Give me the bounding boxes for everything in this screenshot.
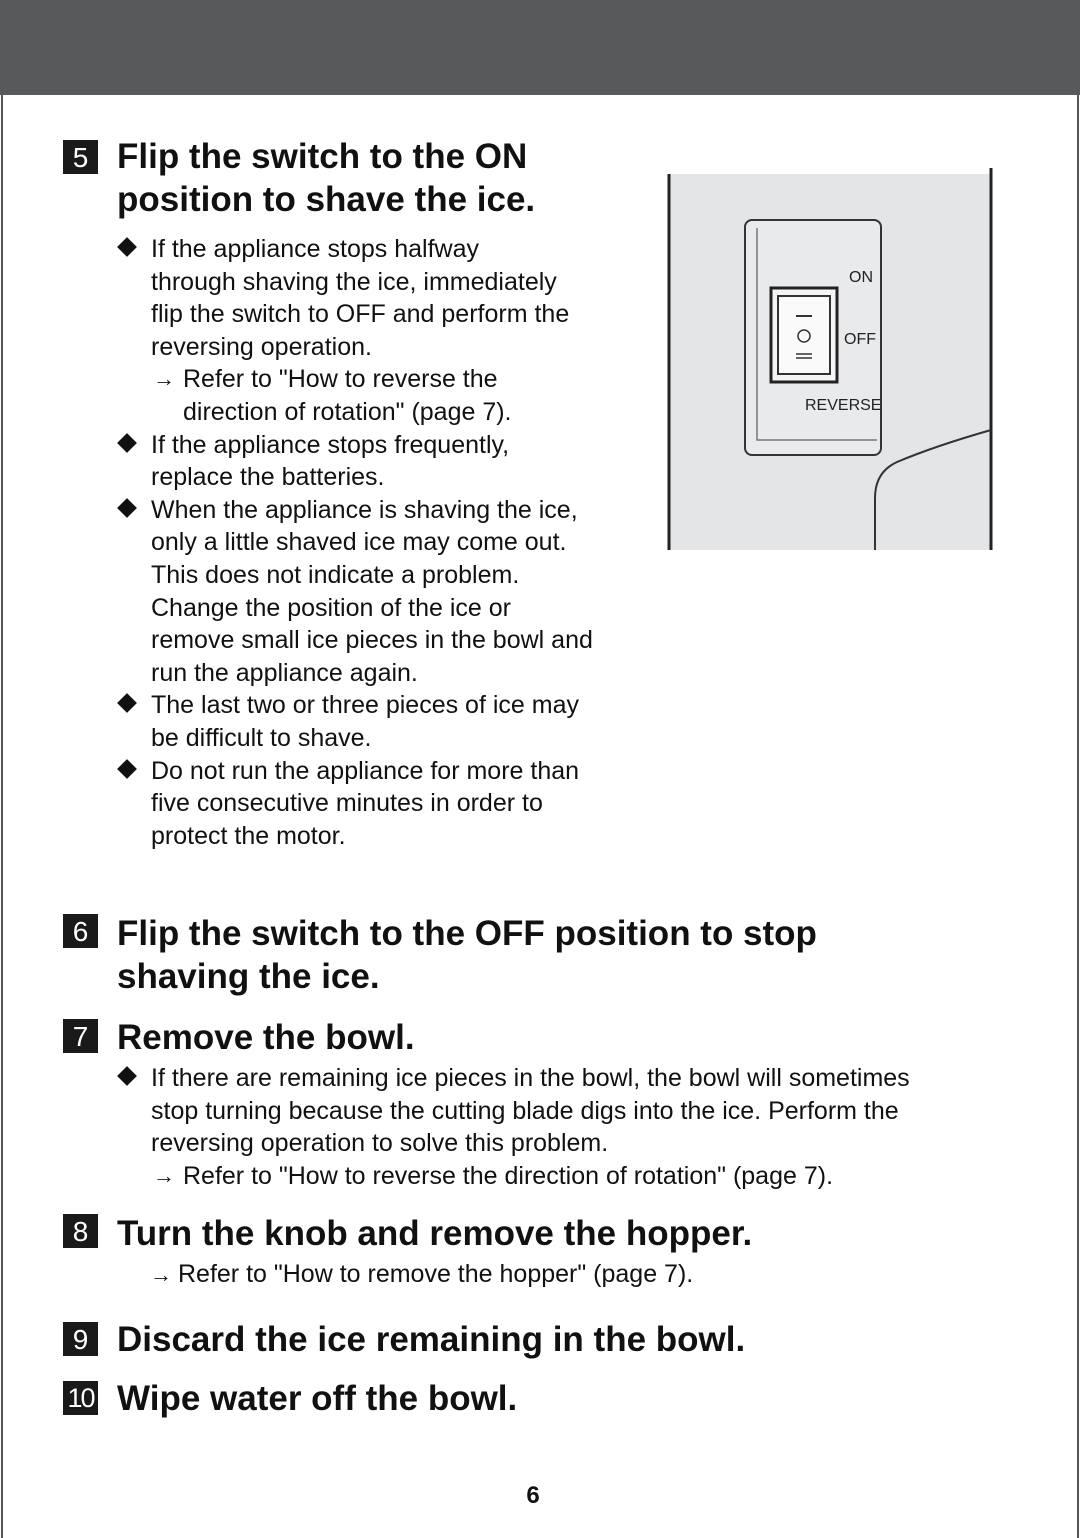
reference-item: → Refer to "How to reverse the direction of rotation" (page 7). — [117, 1160, 977, 1193]
diamond-bullet-icon — [117, 693, 137, 713]
page-border-right — [1077, 95, 1079, 1538]
label-off: OFF — [844, 331, 876, 348]
list-item: If there are remaining ice pieces in the bowl, the bowl will sometimes stop turning because the cutting blade digs into the ice. Perform the reversing operation to solve this problem. — [117, 1062, 977, 1160]
label-reverse: REVERSE — [805, 397, 882, 414]
step-5-heading: Flip the switch to the ON position to shave the ice. — [117, 137, 536, 219]
step-9-heading: Discard the ice remaining in the bowl. — [117, 1320, 746, 1359]
right-arrow-icon: → — [153, 1162, 175, 1188]
page-number: 6 — [526, 1482, 540, 1509]
diamond-bullet-icon — [117, 1066, 137, 1086]
step-7-bullets — [117, 1062, 977, 1192]
diamond-bullet-icon — [117, 759, 137, 779]
list-item: The last two or three pieces of ice may be difficult to shave. — [117, 689, 637, 754]
step-10-heading: Wipe water off the bowl. — [117, 1379, 518, 1418]
list-item: When the appliance is shaving the ice, only a little shaved ice may come out. This does not indicate a problem. Change the position of the ice or remove small ice pieces in the bowl and run the appliance again. — [117, 494, 637, 690]
step-5-bullets — [117, 233, 637, 852]
page-border-left — [1, 95, 3, 1538]
step-5-number: 5 — [63, 140, 98, 174]
reference-item: → Refer to "How to reverse the direction of rotation" (page 7). — [153, 365, 512, 426]
switch-illustration — [665, 168, 995, 553]
list-item: If the appliance stops halfway through shaving the ice, immediately flip the switch to OFF and perform the reversing operation. — [117, 233, 637, 363]
step-6-heading: Flip the switch to the OFF position to stop shaving the ice. — [117, 914, 817, 996]
step-8-reference: → Refer to "How to remove the hopper" (page 7). — [150, 1260, 694, 1288]
step-7-number: 7 — [63, 1019, 98, 1053]
diamond-bullet-icon — [117, 237, 137, 257]
step-7-heading: Remove the bowl. — [117, 1018, 415, 1057]
list-item: Do not run the appliance for more than five consecutive minutes in order to protect the motor. — [117, 755, 637, 853]
step-9-number: 9 — [63, 1322, 98, 1356]
right-arrow-icon: → — [150, 1262, 172, 1287]
step-6-number: 6 — [63, 914, 98, 948]
step-8-heading: Turn the knob and remove the hopper. — [117, 1214, 753, 1253]
rocker-switch — [778, 296, 830, 374]
diamond-bullet-icon — [117, 498, 137, 518]
diamond-bullet-icon — [117, 433, 137, 453]
label-on: ON — [849, 269, 873, 286]
right-arrow-icon: → — [153, 366, 175, 392]
header-bar — [0, 0, 1080, 95]
step-8-number: 8 — [63, 1214, 98, 1248]
step-10-number: 10 — [63, 1381, 98, 1415]
list-item: If the appliance stops frequently, replace the batteries. — [117, 429, 637, 494]
